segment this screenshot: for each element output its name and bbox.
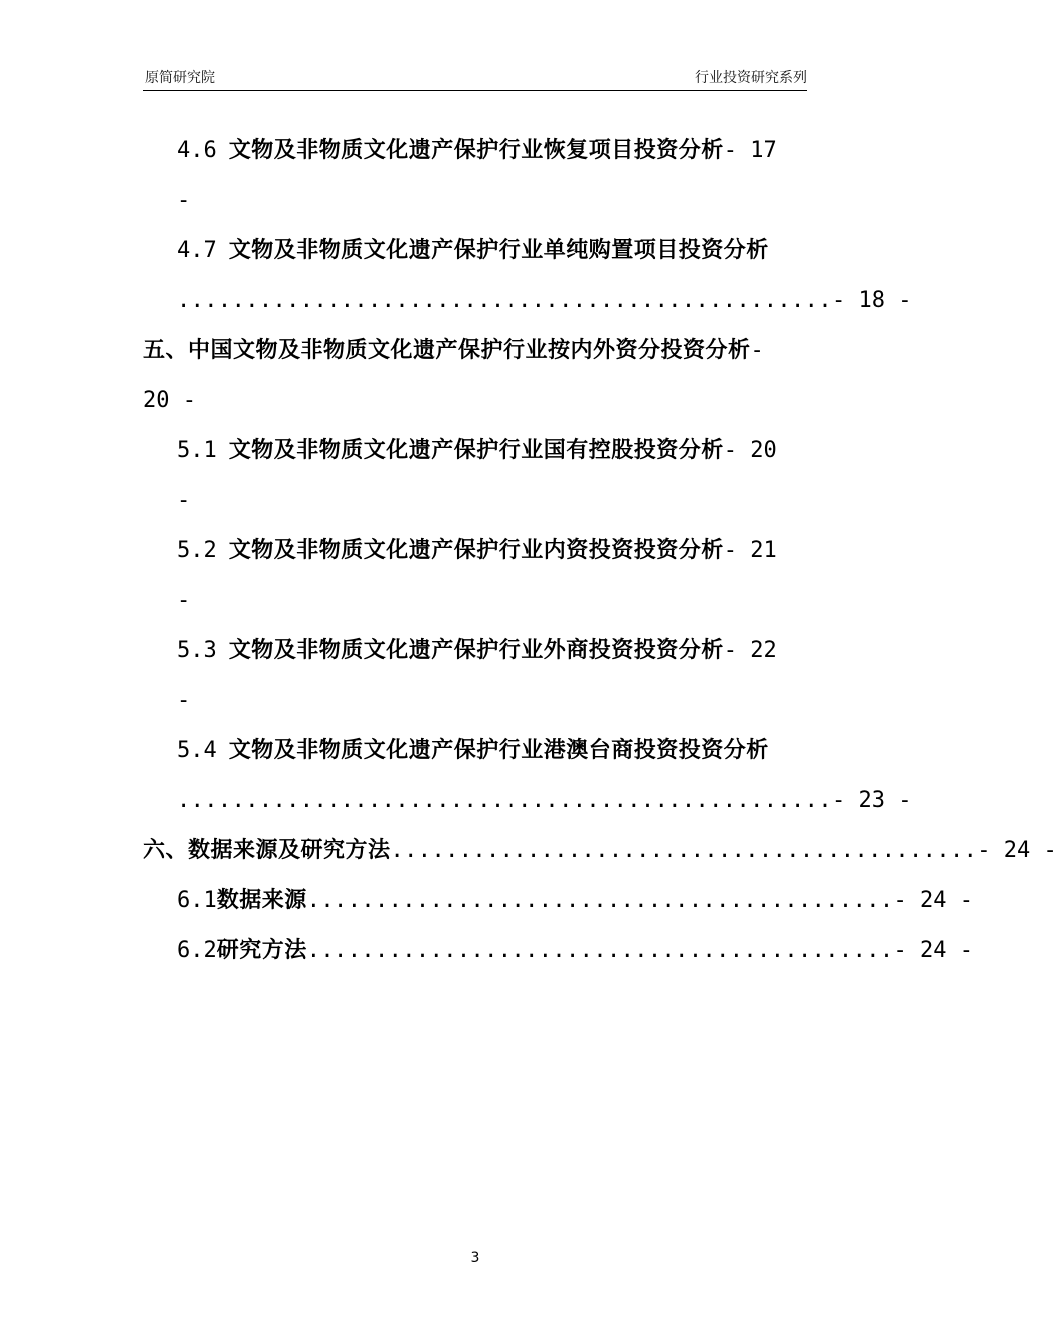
toc-page: - 20: [723, 438, 777, 463]
toc-page: - 17: [723, 138, 777, 163]
toc-number: 5.3: [177, 638, 217, 663]
toc-leader-dots: ................................................: [177, 788, 832, 813]
toc-number: 4.7: [177, 238, 217, 263]
toc-entry-5-3-continuation: [177, 685, 807, 717]
toc-entry-4-6[interactable]: [177, 135, 807, 167]
toc-title: 文物及非物质文化遗产保护行业单纯购置项目投资分析: [228, 238, 769, 263]
toc-entry-chapter-5-continuation: [143, 385, 807, 417]
toc-leader-dots: ................................................: [177, 288, 832, 313]
toc-page: - 24 -: [893, 888, 973, 913]
toc-entry-chapter-5[interactable]: [143, 335, 807, 367]
toc-page: - 24 -: [977, 838, 1057, 863]
toc-page-continuation: -: [177, 588, 191, 613]
toc-page-continuation: -: [177, 688, 191, 713]
toc-number: 6.1: [177, 888, 217, 913]
header-series-title: 行业投资研究系列: [695, 70, 807, 86]
toc-number: 5.4: [177, 738, 217, 763]
header-organization: 原简研究院: [145, 70, 215, 86]
toc-page: - 23 -: [831, 788, 912, 813]
toc-page: - 21: [723, 538, 777, 563]
toc-title: 文物及非物质文化遗产保护行业外商投资投资分析: [228, 638, 724, 663]
toc-entry-5-4-leader: [177, 785, 912, 817]
toc-leader-dots: ...........................................: [306, 888, 894, 913]
toc-page: - 24 -: [893, 938, 973, 963]
toc-title: 数据来源: [216, 888, 307, 913]
header-divider: [143, 90, 807, 91]
toc-page: -: [750, 338, 764, 363]
toc-entry-chapter-6[interactable]: [143, 835, 1057, 867]
toc-number: 5.2: [177, 538, 217, 563]
toc-page-continuation: 20 -: [143, 388, 196, 413]
toc-leader-dots: ...........................................: [390, 838, 978, 863]
toc-title: 六、数据来源及研究方法: [143, 838, 391, 863]
toc-entry-5-1-continuation: [177, 485, 807, 517]
toc-entry-4-7-leader: [177, 285, 912, 317]
toc-number: 4.6: [177, 138, 217, 163]
toc-entry-5-4[interactable]: [177, 735, 807, 767]
toc-leader-dots: ...........................................: [306, 938, 894, 963]
toc-title: 文物及非物质文化遗产保护行业港澳台商投资投资分析: [228, 738, 769, 763]
toc-title: 文物及非物质文化遗产保护行业恢复项目投资分析: [228, 138, 724, 163]
toc-title: 文物及非物质文化遗产保护行业国有控股投资分析: [228, 438, 724, 463]
toc-page-continuation: -: [177, 188, 191, 213]
toc-entry-4-7[interactable]: [177, 235, 807, 267]
toc-page-continuation: -: [177, 488, 191, 513]
toc-entry-5-1[interactable]: [177, 435, 807, 467]
toc-entry-6-1[interactable]: [177, 885, 973, 917]
toc-entry-5-2-continuation: [177, 585, 807, 617]
toc-entry-4-6-continuation: [177, 185, 807, 217]
toc-title: 研究方法: [216, 938, 307, 963]
toc-page: - 18 -: [831, 288, 912, 313]
page-number: 3: [470, 1250, 480, 1266]
toc-entry-5-2[interactable]: [177, 535, 807, 567]
toc-entry-5-3[interactable]: [177, 635, 807, 667]
toc-number: 5.1: [177, 438, 217, 463]
toc-title: 文物及非物质文化遗产保护行业内资投资投资分析: [228, 538, 724, 563]
toc-entry-6-2[interactable]: [177, 935, 973, 967]
toc-number: 6.2: [177, 938, 217, 963]
toc-page: - 22: [723, 638, 777, 663]
toc-title: 五、中国文物及非物质文化遗产保护行业按内外资分投资分析: [143, 338, 751, 363]
